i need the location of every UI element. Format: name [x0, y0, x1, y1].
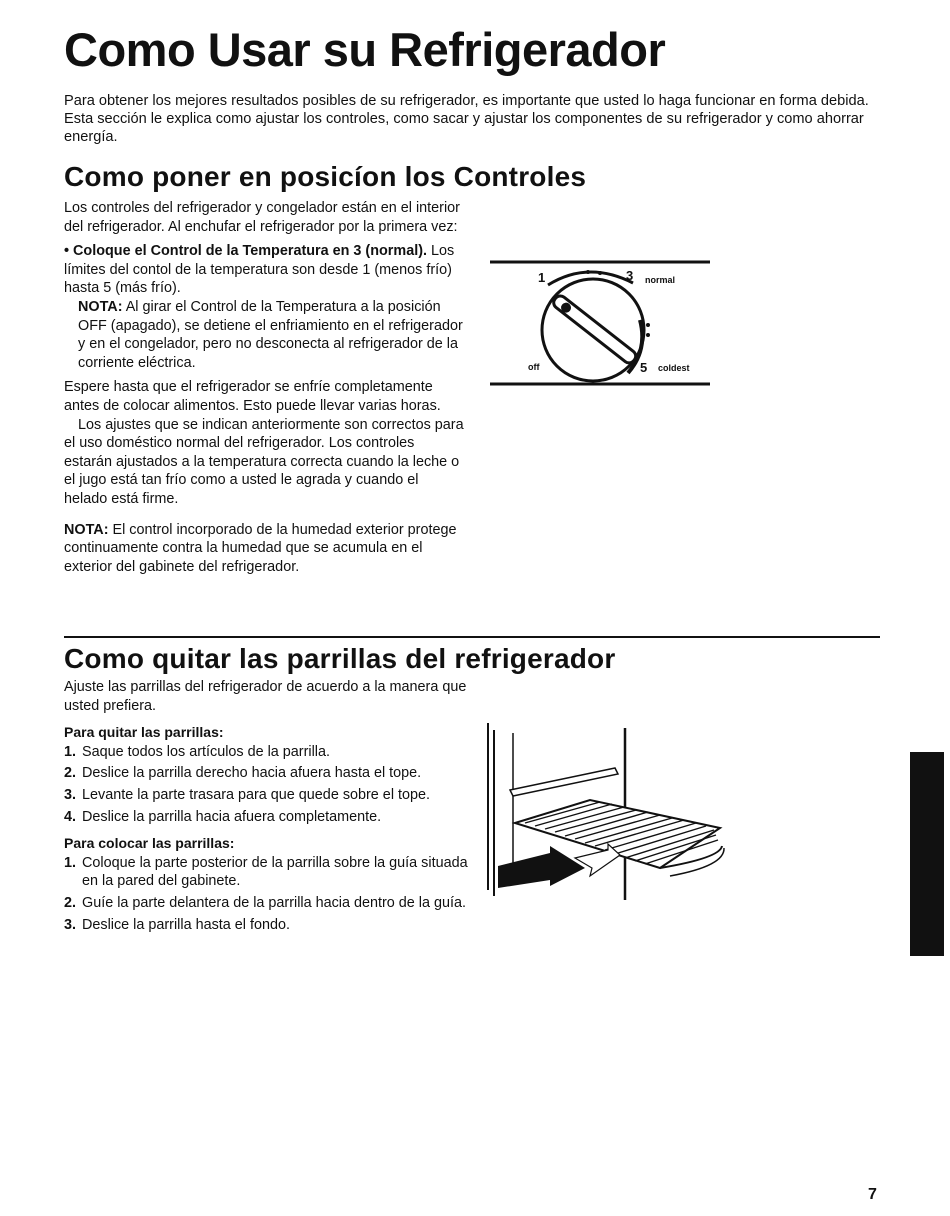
temperature-dial-illustration — [488, 255, 714, 390]
dial-dot-icon — [586, 270, 590, 274]
dial-label-3: 3 — [626, 268, 634, 283]
dial-label-off: off — [528, 362, 540, 372]
controls-intro: Los controles del refrigerador y congelador están en el interior del refrigerador. Al enchufar el refrigerador por la primera vez: — [64, 200, 460, 235]
page-number: 7 — [868, 1186, 877, 1203]
dial-label-coldest: coldest — [658, 363, 690, 373]
shelves-heading: Como quitar las parrillas del refrigerador — [64, 643, 616, 674]
shelves-intro: Ajuste las parrillas del refrigerador de acuerdo a la manera que usted prefiera. — [64, 679, 467, 714]
list-item: 2. Deslice la parrilla derecho hacia afuera hasta el tope. — [64, 765, 422, 782]
list-item: 3. Levante la parte trasara para que quede sobre el tope. — [64, 786, 431, 803]
shelf-removal-illustration — [480, 718, 770, 903]
dial-dot-icon — [646, 323, 650, 327]
dial-dot-icon — [646, 333, 650, 337]
note2-label: NOTA: — [64, 521, 109, 538]
list-item: 1. Coloque la parte posterior de la parrilla sobre la guía situada en la pared del gabinete. — [64, 854, 468, 890]
controls-bullet-text: Los límites del contol de la temperatura son desde 1 (menos frío) hasta 5 (más frío). — [64, 243, 455, 297]
list-item: 4. Deslice la parrilla hacia afuera completamente. — [64, 808, 382, 825]
section-divider — [64, 636, 880, 638]
note2-text: El control incorporado de la humedad exterior protege continuamente contra la humedad que se acumula en el exterior del gabinete del refrigerador. — [64, 521, 457, 575]
list-item: 2. Guíe la parte delantera de la parrilla hacia dentro de la guía. — [64, 894, 467, 911]
controls-note1 — [64, 298, 464, 372]
list-item: 1. Saque todos los artículos de la parrilla. — [64, 743, 330, 760]
controls-bullet-bold: • Coloque el Control de la Temperatura en 3 (normal). — [64, 243, 427, 260]
shelves-section — [64, 678, 474, 937]
controls-section — [64, 199, 464, 576]
remove-steps-list — [64, 743, 474, 826]
replace-shelves-heading: Para colocar las parrillas: — [64, 835, 235, 852]
dial-label-normal: normal — [645, 275, 676, 285]
list-item: 3. Deslice la parrilla hasta el fondo. — [64, 916, 290, 933]
controls-heading: Como poner en posicíon los Controles — [64, 161, 587, 192]
note1-text: Al girar el Control de la Temperatura a la posición OFF (apagado), se detiene el enfriamiento en el refrigerador y en el congelador, pero no desconecta al refrigerador de la corriente eléctrica. — [78, 298, 463, 371]
intro-paragraph: Para obtener los mejores resultados posibles de su refrigerador, es importante que usted lo haga funcionar en forma debida. Esta sección le explica como ajustar los controles, como sacar y ajustar los componentes de su refrigerador y como ahorrar energía. — [64, 93, 869, 145]
page-title: Como Usar su Refrigerador — [64, 23, 666, 76]
remove-shelves-heading: Para quitar las parrillas: — [64, 724, 224, 741]
note1-label: NOTA: — [78, 298, 123, 315]
controls-bullet — [64, 242, 464, 298]
controls-note2 — [64, 521, 464, 577]
dial-label-1: 1 — [538, 270, 546, 285]
replace-steps-list — [64, 854, 474, 934]
controls-settings: Los ajustes que se indican anteriormente son correctos para el uso doméstico normal del refrigerador. Los controles estarán ajustados a la temperatura correcta cuando la leche o el jugo está tan frío como a usted le agrada y cuando el helado está firme. — [64, 416, 464, 507]
controls-cooldown: Espere hasta que el refrigerador se enfríe completamente antes de colocar alimentos. Esto puede llevar varias horas. — [64, 379, 441, 414]
dial-dot-icon — [598, 271, 602, 275]
section-tab-marker — [910, 752, 944, 956]
dial-label-5: 5 — [640, 360, 648, 375]
